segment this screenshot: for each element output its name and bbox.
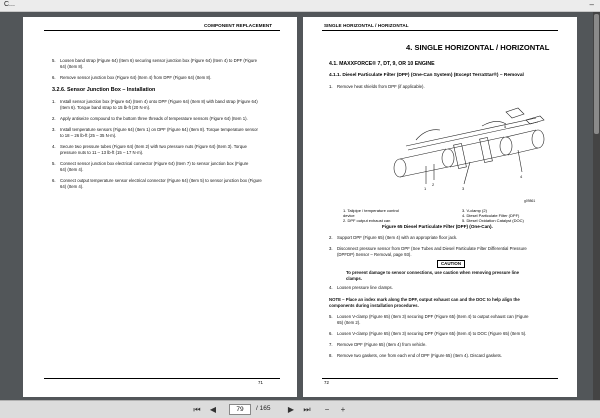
right-step-text: Remove DPF (Figure 65) (Item 4) from vehicle. xyxy=(337,342,427,347)
right-step-number: 1. xyxy=(329,84,333,89)
right-step-text: Loosen V-clamp (Figure 65) (Item 3) securing DPF (Figure 65) (Item 4) to DOC (Figure 65) (Item 5). xyxy=(337,331,527,336)
pdf-toolbar xyxy=(0,400,600,418)
svg-text:2: 2 xyxy=(432,182,435,187)
prev-page-button[interactable]: ◀ xyxy=(209,405,217,414)
left-section-title: 3.2.6. Sensor Junction Box – Installation xyxy=(52,87,156,93)
left-step-text: Secure two pressure tubes (Figure 64) (Item 2) with two pressure nuts (Figure 64) (Item 3). Torque pressure nuts to 11 – 13 lb-ft (15 – 17 N·m). xyxy=(60,144,247,155)
note-text: NOTE – Place an index mark along the DPF, output exhaust can and the DOC to help align the components during installation procedures. xyxy=(329,297,520,308)
left-step-number: 3. xyxy=(52,127,56,132)
right-step-text: Disconnect pressure sensor from DPF (See Tubes and Diesel Particulate Filter Differential Pressure (DPFDP) Sensor – Removal, page 93). xyxy=(337,246,527,257)
right-step-number: 6. xyxy=(329,331,333,336)
right-step-number: 7. xyxy=(329,342,333,347)
figure-caption: Figure 65 Diesel Particulate Filter (DPF) (One-Can). xyxy=(382,224,493,229)
caution-badge: CAUTION xyxy=(437,260,465,268)
left-step-text: Install temperature sensors (Figure 64) (Item 1) on DPF (Figure 64) (Item 8). Torque temperature sensor to 18 – 26 lb-ft (25 – 35 N·m). xyxy=(60,127,258,138)
right-step-text: Support DPF (Figure 65) (Item 4) with an appropriate floor jack. xyxy=(337,235,458,240)
left-step-number: 1. xyxy=(52,99,56,104)
right-footer-rule xyxy=(322,378,558,379)
left-page-number: 71 xyxy=(258,380,263,385)
right-header-rule xyxy=(322,30,558,31)
left-header-rule xyxy=(44,30,280,31)
caution-text: To prevent damage to sensor connections, use caution when removing pressure line clamps. xyxy=(346,270,520,281)
window-title: C... xyxy=(4,1,15,8)
page-count: / 165 xyxy=(256,405,271,412)
right-step-number: 5. xyxy=(329,314,333,319)
right-step-number: 2. xyxy=(329,235,333,240)
left-step-number: 5. xyxy=(52,161,56,166)
left-step-number: 6. xyxy=(52,75,56,80)
page-number-input[interactable]: 79 xyxy=(229,404,251,415)
first-page-button[interactable]: ⏮ xyxy=(193,405,201,414)
left-step-number: 2. xyxy=(52,116,56,121)
left-step-text: Connect sensor junction box electrical connector (Figure 64) (Item 7) to sensor junction box (Figure 64) (Item 4). xyxy=(60,161,249,172)
last-page-button[interactable]: ⏭ xyxy=(303,405,311,414)
left-step-text: Connect output temperature sensor electrical connector (Figure 64) (Item 5) to sensor junction box (Figure 64) (Item 4). xyxy=(60,178,262,189)
figure-legend-left: 1. Tailpipe / temperature control device 2. DPF output exhaust can xyxy=(343,208,399,223)
left-step-text: Install sensor junction box (Figure 64) (Item 4) onto DPF (Figure 64) (Item 8) with band strap (Figure 64) (Item 6). Torque band strap to 15 lb-ft (20 N·m). xyxy=(60,99,258,110)
right-step-number: 8. xyxy=(329,353,333,358)
svg-text:1: 1 xyxy=(424,186,427,191)
minimize-button[interactable]: – xyxy=(589,0,594,9)
svg-text:5: 5 xyxy=(504,124,507,129)
left-step-number: 5. xyxy=(52,58,56,63)
left-step-text: Remove sensor junction box (Figure 64) (Item 4) from DPF (Figure 64) (Item 8). xyxy=(60,75,212,80)
right-step-text: Remove heat shields from DPF (if applicable). xyxy=(337,84,425,89)
svg-text:3: 3 xyxy=(462,186,465,191)
right-step-text: Loosen V-clamp (Figure 65) (Item 3) securing DPF (Figure 65) (Item 4) to output exhaust can (Figure 65) (Item 2). xyxy=(337,314,529,325)
left-step-text: Apply antiseize compound to the bottom three threads of temperature sensors (Figure 64) (Item 1). xyxy=(60,116,248,121)
left-step-number: 4. xyxy=(52,144,56,149)
right-running-header: SINGLE HORIZONTAL / HORIZONTAL xyxy=(324,23,409,28)
right-step-text: Remove two gaskets, one from each end of DPF (Figure 65) (Item 4). Discard gaskets. xyxy=(337,353,503,358)
svg-text:4: 4 xyxy=(520,174,523,179)
left-page xyxy=(23,17,297,397)
figure-id: g09861 xyxy=(524,199,536,203)
scrollbar-thumb[interactable] xyxy=(594,14,599,134)
right-step-number: 4. xyxy=(329,285,333,290)
next-page-button[interactable]: ▶ xyxy=(287,405,295,414)
left-footer-rule xyxy=(44,378,280,379)
zoom-in-button[interactable]: + xyxy=(340,405,346,414)
left-running-header: COMPONENT REPLACEMENT xyxy=(204,23,273,28)
chapter-title: 4. SINGLE HORIZONTAL / HORIZONTAL xyxy=(406,43,550,52)
right-step-text: Loosen pressure line clamps. xyxy=(337,285,393,290)
right-step-number: 3. xyxy=(329,246,333,251)
right-page-number: 72 xyxy=(324,380,329,385)
left-step-text: Loosen band strap (Figure 64) (Item 6) securing sensor junction box (Figure 64) (Item 4) to DPF (Figure 64) (Item 8). xyxy=(60,58,258,69)
window-titlebar xyxy=(0,0,600,12)
section-title: 4.1. MAXXFORCE® 7, DT, 9, OR 10 ENGINE xyxy=(329,61,435,67)
figure-legend-right: 3. V-clamp (2) 4. Diesel Particulate Filter (DPF) 5. Diesel Oxidation Catalyst (DOC) xyxy=(462,208,524,223)
dpf-figure xyxy=(386,106,552,206)
subsection-title: 4.1.1. Diesel Particulate Filter (DPF) (One-Can System) (Except TerraStar®) – Removal xyxy=(329,73,524,78)
zoom-out-button[interactable]: − xyxy=(324,405,330,414)
left-step-number: 6. xyxy=(52,178,56,183)
